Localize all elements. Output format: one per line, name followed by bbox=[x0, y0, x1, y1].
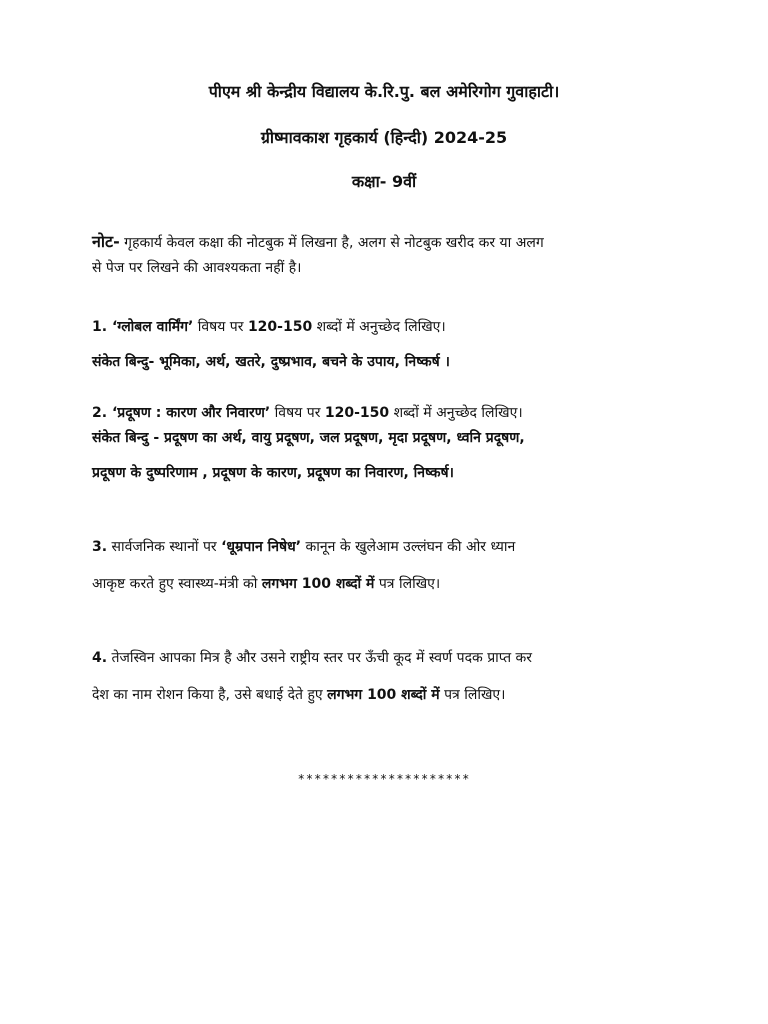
question-1 bbox=[92, 317, 682, 337]
q2-topic: ‘प्रदूषण : कारण और निवारण’ bbox=[111, 405, 271, 421]
question-2 bbox=[92, 403, 682, 423]
q4-number: 4. bbox=[92, 650, 108, 666]
class-label: कक्षा- 9वीं bbox=[351, 172, 417, 191]
end-divider: ********************* bbox=[297, 772, 471, 786]
q3-topic: ‘धूम्रपान निषेध’ bbox=[221, 539, 302, 555]
q3-number: 3. bbox=[92, 539, 108, 555]
q3-line2-pre: आकृष्ट करते हुए स्वास्थ्य-मंत्री को bbox=[92, 576, 262, 592]
q3-word-limit: लगभग 100 शब्दों में bbox=[261, 576, 375, 592]
q4-line2-pre: देश का नाम रोशन किया है, उसे बधाई देते हुए bbox=[92, 687, 328, 703]
q3-post: कानून के खुलेआम उल्लंघन की ओर ध्यान bbox=[301, 539, 516, 555]
q1-number: 1. bbox=[92, 319, 112, 335]
q1-topic: ‘ग्लोबल वार्मिंग’ bbox=[111, 319, 194, 335]
school-name: पीएम श्री केन्द्रीय विद्यालय के.रि.पु. बल अमेरिगोग गुवाहाटी। bbox=[208, 82, 560, 101]
q2-mid: विषय पर bbox=[270, 405, 325, 421]
note-line-2: से पेज पर लिखने की आवश्यकता नहीं है। bbox=[92, 260, 302, 276]
q2-rest: शब्दों में अनुच्छेद लिखिए। bbox=[389, 405, 523, 421]
q2-number: 2. bbox=[92, 405, 112, 421]
note-label: नोट- bbox=[92, 232, 120, 251]
homework-title: ग्रीष्मावकाश गृहकार्य (हिन्दी) 2024-25 bbox=[260, 128, 508, 147]
q1-hints: संकेत बिन्दु- भूमिका, अर्थ, खतरे, दुष्प्रभाव, बचने के उपाय, निष्कर्ष । bbox=[92, 354, 450, 370]
q2-hints-2: प्रदूषण के दुष्परिणाम , प्रदूषण के कारण, प्रदूषण का निवारण, निष्कर्ष। bbox=[92, 465, 454, 481]
q4-text-1: तेजस्विन आपका मित्र है और उसने राष्ट्रीय स्तर पर ऊँची कूद में स्वर्ण पदक प्राप्त कर bbox=[107, 650, 533, 666]
q1-rest: शब्दों में अनुच्छेद लिखिए। bbox=[312, 319, 446, 335]
note-text-1: गृहकार्य केवल कक्षा की नोटबुक में लिखना है, अलग से नोटबुक खरीद कर या अलग bbox=[119, 235, 544, 251]
question-4-line-1 bbox=[92, 648, 682, 668]
q4-word-limit: लगभग 100 शब्दों में bbox=[327, 687, 440, 703]
q1-word-count: 120-150 bbox=[247, 319, 313, 335]
q1-mid: विषय पर bbox=[193, 319, 248, 335]
question-4-line-2 bbox=[92, 685, 682, 705]
q3-pre: सार्वजनिक स्थानों पर bbox=[107, 539, 222, 555]
question-3-line-2 bbox=[92, 574, 682, 594]
note-line-1 bbox=[92, 232, 682, 253]
q4-line2-post: पत्र लिखिए। bbox=[439, 687, 506, 703]
q2-word-count: 120-150 bbox=[324, 405, 390, 421]
q3-line2-post: पत्र लिखिए। bbox=[374, 576, 441, 592]
q2-hints-1: संकेत बिन्दु - प्रदूषण का अर्थ, वायु प्रदूषण, जल प्रदूषण, मृदा प्रदूषण, ध्वनि प्रदूषण, bbox=[92, 430, 525, 446]
question-3-line-1 bbox=[92, 537, 682, 557]
